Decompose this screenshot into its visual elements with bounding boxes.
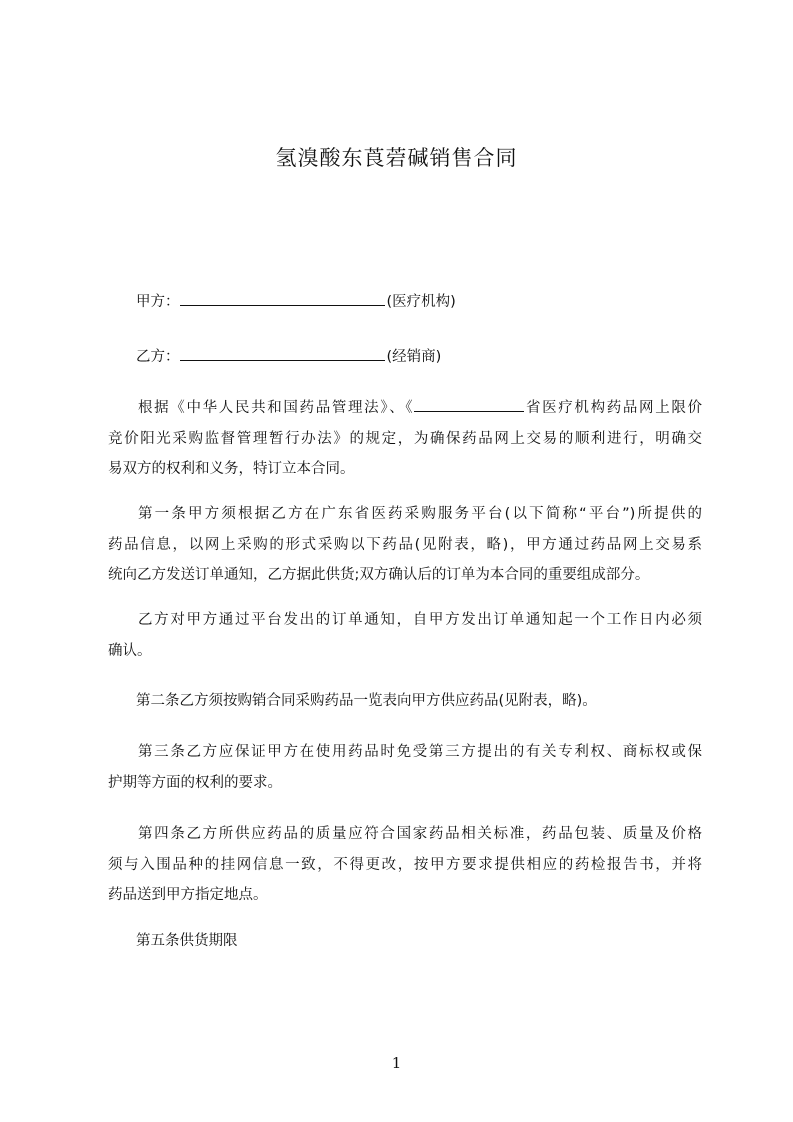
article-4-line-2: 须与入围品种的挂网信息一致，不得更改，按甲方要求提供相应的药检报告书，并将 [108, 856, 702, 873]
intro-text-pre: 根据《中华人民共和国药品管理法》、《 [138, 400, 415, 416]
article-1-line-3: 统向乙方发送订单通知，乙方据此供货;双方确认后的订单为本合同的重要组成部分。 [108, 567, 650, 583]
article-3-line-2: 护期等方面的权利的要求。 [108, 774, 282, 791]
party-b-suffix: (经销商) [386, 349, 442, 365]
intro-text-post: 省医疗机构药品网上限价 [524, 400, 703, 416]
article-4-line-3: 药品送到甲方指定地点。 [108, 887, 268, 903]
party-a-blank [180, 291, 385, 306]
intro-paragraph [108, 393, 702, 485]
article-1-line-2: 药品信息，以网上采购的形式采购以下药品(见附表，略)，甲方通过药品网上交易系 [108, 536, 702, 553]
party-a-suffix: (医疗机构) [386, 294, 456, 310]
article-3-paragraph [108, 737, 702, 798]
intro-line-2: 竞价阳光采购监督管理暂行办法》的规定，为确保药品网上交易的顺利进行，明确交 [108, 430, 702, 447]
party-a-line [136, 290, 456, 311]
article-5-heading: 第五条供货期限 [136, 933, 238, 949]
party-b-line [136, 345, 441, 366]
party-b-label: 乙方： [136, 349, 180, 365]
article-1-paragraph [108, 499, 702, 591]
document-title: 氢溴酸东莨菪碱销售合同 [275, 146, 518, 170]
article-2-paragraph [108, 686, 702, 717]
intro-line-1 [108, 393, 702, 424]
party-a-label: 甲方： [136, 294, 180, 310]
article-3-line-1: 第三条乙方应保证甲方在使用药品时免受第三方提出的有关专利权、商标权或保 [138, 744, 702, 760]
article-1b-paragraph [108, 605, 702, 666]
article-5-paragraph [108, 926, 702, 957]
intro-line-3: 易双方的权利和义务，特订立本合同。 [108, 461, 355, 477]
article-4-paragraph [108, 819, 702, 911]
party-b-blank [180, 346, 385, 361]
article-4-line-1: 第四条乙方所供应药品的质量应符合国家药品相关标准，药品包装、质量及价格 [138, 826, 702, 842]
article-1-line-1: 第一条甲方须根据乙方在广东省医药采购服务平台(以下简称“平台”)所提供的 [138, 506, 702, 522]
article-1b-line-2: 确认。 [108, 642, 152, 659]
province-blank [414, 397, 524, 412]
page-number: 1 [391, 1054, 402, 1072]
article-2-line-1: 第二条乙方须按购销合同采购药品一览表向甲方供应药品(见附表，略)。 [136, 693, 597, 709]
article-1b-line-1: 乙方对甲方通过平台发出的订单通知，自甲方发出订单通知起一个工作日内必须 [138, 612, 702, 628]
